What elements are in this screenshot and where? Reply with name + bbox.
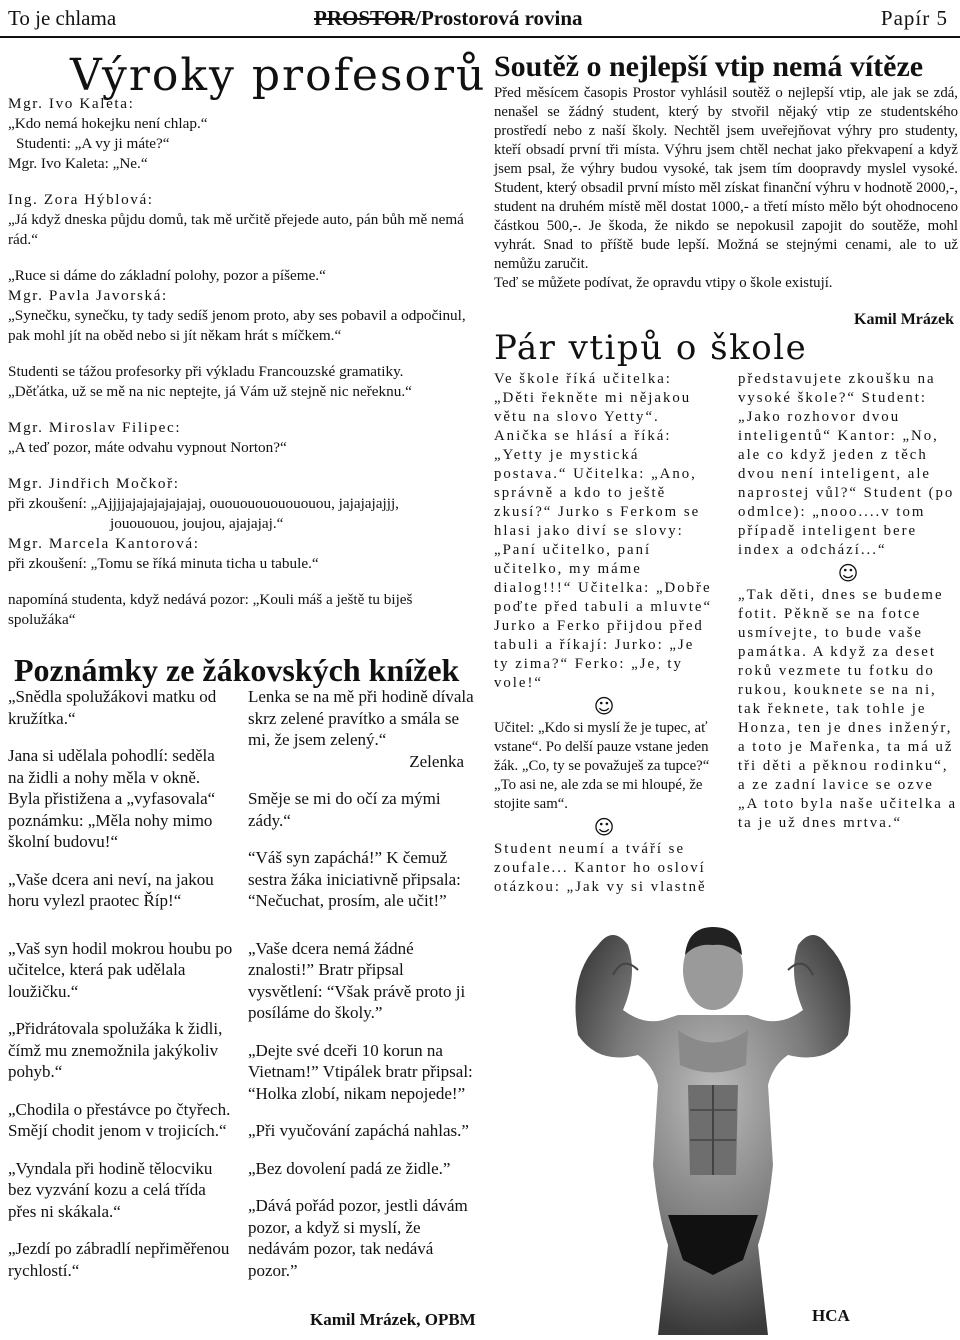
speaker: Mgr. Ivo Kaleta: [8,95,135,112]
quotes-column [8,94,476,630]
jokes-column-right [738,370,958,833]
note: „Vaše dcera ani neví, na jakou horu vylezl praotec Říp!“ [8,869,214,910]
quote-context: Studenti se tážou profesorky při výkladu Francouzské gramatiky. [8,363,404,380]
note: „Při vyučování zapáchá nahlas.” [248,1121,469,1140]
quote: při zkoušení: „Tomu se říká minuta ticha u tabule.“ [8,555,319,572]
note: „Vaš syn hodil mokrou houbu po učitelce, která pak udělala loužičku.“ [8,938,233,1001]
jokes-title: Pár vtipů o škole [494,328,808,368]
note: „Vyndala při hodině tělocviku bez vyzvání kozu a celá třída přes ni skákala.“ [8,1158,213,1221]
header-strike-name: PROSTOR [314,6,416,30]
note: „Dává pořád pozor, jestli dávám pozor, a když si myslí, že nedávám pozor, tak nedává pozor.” [248,1196,468,1280]
joke: Student neumí a tváří se zoufale... Kantor ho osloví otázkou: „Jak vy si vlastně [494,841,707,895]
note: „Bez dovolení padá ze židle.” [248,1158,451,1178]
note: „Chodila o přestávce po čtyřech. Smějí chodit jenom v trojicích.“ [8,1099,231,1140]
joke: představujete zkoušku na vysoké škole?“ Student: „Jako rozhovor dvou inteligentů“ Kantor: „No, ale co když jeden z těch dvou není inteligent, ale naprostej vůl?“ Student (po odmlce): „nooo....v tom případě inteligent bere index a odchází...“ [738,371,955,558]
photo-credit: HCA [812,1306,850,1325]
quote: při zkoušení: „Ajjjjajajajajajajaj, ouououououououou, jajajajajjj, [8,495,399,512]
quote: Mgr. Ivo Kaleta: „Ne.“ [8,155,148,172]
quotes-title: Výroky profesorů [70,50,487,101]
joke: Ve škole říká učitelka: „Děti řekněte mi nějakou větu na slovo Yetty“. Anička se hlásí a říká: „Yetty je mystická postava.“ Učitelka: „Ano, správně a kdo to ještě zkusí?“ Jurko s Ferkom se hlasi jako diví se slovy: „Paní učitelko, paní učitelko, my máme dialog!!!“ Učitelka: „Dobře poďte před tabuli a mluvte“ Jurko a Ferko přijdou před tabuli a říkají: Jurko: „Je ty zima?“ Ferko: „Je, ty vole!“ [494,371,713,691]
quote: Studenti: „A vy ji máte?“ [16,135,170,152]
quote: napomíná studenta, když nedává pozor: „Kouli máš a ještě tu biješ spolužáka“ [8,591,413,628]
header-magazine-title [314,6,583,31]
bodybuilder-photo [568,915,858,1335]
speaker: Mgr. Jindřich Močkoř: [8,475,180,492]
joke: Učitel: „Kdo si myslí že je tupec, ať vstane“. Po delší pauze vstane jeden žák. „Co, ty se považuješ za tupce?“ „To asi ne, ale zda se mi hloupé, že stojite sam“. [494,720,710,812]
notes-column-left [8,686,234,1281]
jokes-column-left [494,370,714,897]
header-divider [0,36,960,38]
notes-signature: Kamil Mrázek, OPBM [310,1310,476,1329]
note: „Přidrátovala spolužáka k židli, čímž mu znemožnila jakýkoliv pohyb.“ [8,1019,223,1081]
contest-paragraph: Teď se můžete podívat, že opravdu vtipy o škole existují. [494,275,833,291]
speaker: Mgr. Marcela Kantorová: [8,535,200,552]
notes-column-right [248,686,474,1281]
note: „Jezdí po zábradlí nepřiměřenou rychlostí.“ [8,1239,230,1280]
speaker: Mgr. Miroslav Filipec: [8,419,182,436]
note: Jana si udělala pohodlí: seděla na židli a nohy měla v okně. Byla přistižena a „vyfasovala“ poznámku: „Měla nohy mimo školní budovu!“ [8,746,216,851]
page-number: Papír 5 [880,6,948,30]
smiley-icon: ☺ [593,815,615,839]
contest-paragraph: Před měsícem časopis Prostor vyhlásil soutěž o nejlepší vtip, ale jak se zdá, nenašel se žádný student, který by stvořil nějaký vtip ze studentského prostředí nebo z naší školy. Nechtěl jsem uveřejňovat výhry pro studenty, kteří obsadí první tři místa. Výhru jsem chtěl nechat jako překvapení a když jsem psal, že výhry budou vysoké, tak jsem tím doopravdy myslel vysoké. Student, který obsadil první místo měl získat finanční výhru v hodnotě 2000,-, student na druhém místě měl dostat 1000,- a třetí místo mělo být ohodnoceno částkou 500,-. Je škoda, že nikdo se nepokusil zapojit do soutěže, mohl vyhrát. Snad to příště bude lepší. Možná se stejnými cenami, ale to už nemůžu zaručit. [494,85,958,272]
speaker: Ing. Zora Hýblová: [8,191,154,208]
joke: „Tak děti, dnes se budeme fotit. Pěkně se na fotce usmívejte, to bude vaše památka. A když za deset roků vezmete tu fotku do rukou, kouknete se na ni, tak řeknete, tak tohle je Honza, ten je dnes inženýr, a toto je Mařenka, ta má už tři děti a pěknou rodinku“, a ze zadní lavice se ozve „A toto byla naše učitelka a ta je už dnes mrtva.“ [738,587,958,831]
quote: „Já když dneska půjdu domů, tak mě určitě přejede auto, pán bůh mě nemá rád.“ [8,211,464,248]
smiley-icon: ☺ [593,694,615,718]
header-subtitle: /Prostorová rovina [415,6,583,30]
quote: „Kdo nemá hokejku není chlap.“ [8,115,208,132]
quote: jouououou, joujou, ajajajaj.“ [110,515,284,532]
contest-article [494,84,958,293]
smiley-icon: ☺ [837,561,859,585]
speaker: Mgr. Pavla Javorská: [8,287,168,304]
quote: „Ruce si dáme do základní polohy, pozor a píšeme.“ [8,267,326,284]
contest-signature: Kamil Mrázek [854,311,954,328]
quote: „A teď pozor, máte odvahu vypnout Norton?“ [8,439,287,456]
notes-title: Poznámky ze žákovských knížek [14,652,460,688]
header-section-name: To je chlama [8,6,117,30]
note: “Váš syn zapáchá!” K čemuž sestra žáka iniciativně připsala: “Nečuchat, prosím, ale učit!” [248,848,461,910]
quote: „Synečku, synečku, ty tady sedíš jenom proto, aby ses pobavil a odpočinul, pak mohl jít na oběd nebo si jít někam hrát s míčkem.“ [8,307,466,344]
note: Lenka se na mě při hodině dívala skrz zelené pravítko a smála se mi, že jsem zelený.“ [248,687,474,749]
quote: „Děťátka, už se mě na nic neptejte, já Vám už stejně nic neřeknu.“ [8,383,412,400]
contest-title: Soutěž o nejlepší vtip nemá vítěze [494,50,924,83]
note: Směje se mi do očí za mými zády.“ [248,789,441,830]
note: „Vaše dcera nemá žádné znalosti!” Bratr připsal vysvětlení: “Však právě proto ji posíláme do školy.” [248,938,466,1022]
note: „Snědla spolužákovi matku od kružítka.“ [8,687,217,728]
note: „Dejte své dceři 10 korun na Vietnam!” Vtipálek bratr připsal: “Holka zlobí, nikam nepojede!” [248,1040,473,1103]
note-signature: Zelenka [409,751,464,771]
